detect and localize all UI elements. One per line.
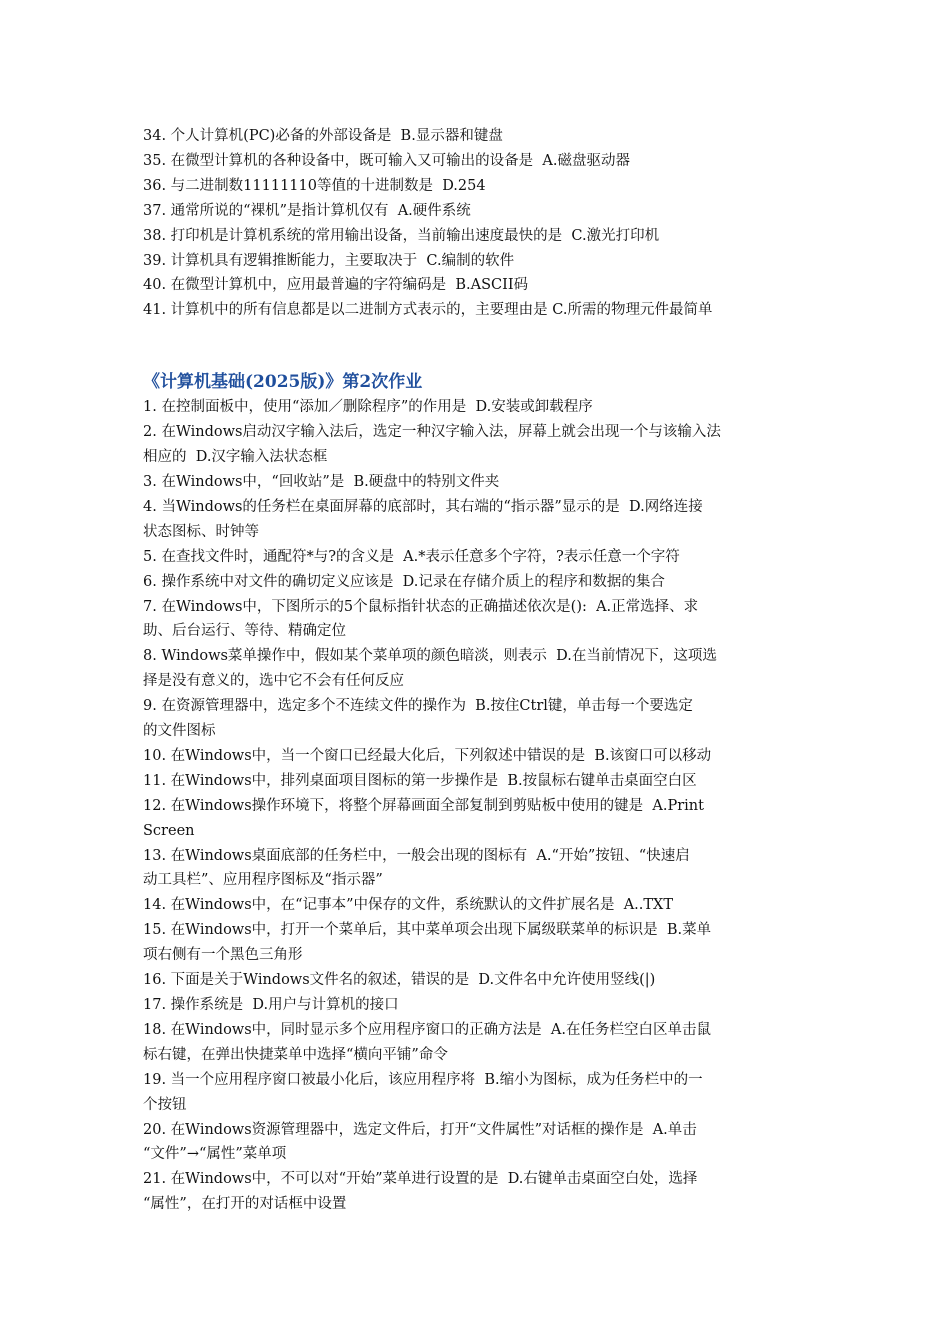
question-35: 35. 在微型计算机的各种设备中，既可输入又可输出的设备是 A.磁盘驱动器 — [143, 152, 630, 169]
question-12-cont: Screen — [143, 822, 195, 839]
question-19: 19. 当一个应用程序窗口被最小化后，该应用程序将 B.缩小为图标，成为任务栏中的一 — [143, 1071, 703, 1088]
question-21: 21. 在Windows中，不可以对“开始”菜单进行设置的是 D.右键单击桌面空白处，选择 — [143, 1171, 698, 1188]
question-13-cont: 动工具栏”、应用程序图标及“指示器” — [143, 872, 383, 889]
question-18: 18. 在Windows中，同时显示多个应用程序窗口的正确方法是 A.在任务栏空白区单击鼠 — [143, 1021, 711, 1038]
question-1: 1. 在控制面板中，使用“添加／删除程序”的作用是 D.安装或卸载程序 — [143, 399, 593, 416]
question-4-cont: 状态图标、时钟等 — [143, 523, 259, 540]
question-9: 9. 在资源管理器中，选定多个不连续文件的操作为 B.按住Ctrl键，单击每一个要选定 — [143, 698, 693, 715]
question-40: 40. 在微型计算机中，应用最普遍的字符编码是 B.ASCII码 — [143, 277, 529, 294]
question-19-cont: 个按钮 — [143, 1096, 187, 1113]
question-5: 5. 在查找文件时，通配符*与?的含义是 A.*表示任意多个字符，?表示任意一个字符 — [143, 548, 680, 565]
question-list-part2 — [143, 395, 811, 1217]
question-list-part1 — [143, 124, 811, 323]
question-34: 34. 个人计算机(PC)必备的外部设备是 B.显示器和键盘 — [143, 128, 503, 144]
question-3: 3. 在Windows中，“回收站”是 B.硬盘中的特别文件夹 — [143, 473, 500, 490]
question-8-cont: 择是没有意义的，选中它不会有任何反应 — [143, 673, 404, 690]
question-16: 16. 下面是关于Windows文件名的叙述，错误的是 D.文件名中允许使用竖线(|) — [143, 972, 656, 989]
question-12: 12. 在Windows操作环境下，将整个屏幕画面全部复制到剪贴板中使用的键是 A.Print — [143, 797, 704, 814]
question-6: 6. 操作系统中对文件的确切定义应该是 D.记录在存储介质上的程序和数据的集合 — [143, 573, 665, 590]
question-4: 4. 当Windows的任务栏在桌面屏幕的底部时，其右端的“指示器”显示的是 D.网络连接 — [143, 498, 703, 515]
question-9-cont: 的文件图标 — [143, 723, 216, 740]
question-38: 38. 打印机是计算机系统的常用输出设备，当前输出速度最快的是 C.激光打印机 — [143, 227, 660, 244]
question-7: 7. 在Windows中，下图所示的5个鼠标指针状态的正确描述依次是(): A.正常选择、求 — [143, 598, 699, 615]
question-20: 20. 在Windows资源管理器中，选定文件后，打开“文件属性”对话框的操作是 A.单击 — [143, 1121, 697, 1138]
document-page — [143, 124, 811, 1217]
section-spacer — [143, 323, 811, 369]
question-2-cont: 相应的 D.汉字输入法状态框 — [143, 449, 328, 466]
question-7-cont: 助、后台运行、等待、精确定位 — [143, 623, 346, 640]
question-39: 39. 计算机具有逻辑推断能力，主要取决于 C.编制的软件 — [143, 252, 515, 269]
question-18-cont: 标右键，在弹出快捷菜单中选择“横向平铺”命令 — [143, 1046, 448, 1063]
question-21-cont: “属性”，在打开的对话框中设置 — [143, 1196, 347, 1213]
question-8: 8. Windows菜单操作中，假如某个菜单项的颜色暗淡，则表示 D.在当前情况下，这项选 — [143, 648, 717, 665]
question-15-cont: 项右侧有一个黑色三角形 — [143, 947, 303, 964]
question-2: 2. 在Windows启动汉字输入法后，选定一种汉字输入法，屏幕上就会出现一个与该输入法 — [143, 424, 721, 441]
question-13: 13. 在Windows桌面底部的任务栏中，一般会出现的图标有 A.“开始”按钮、“快速启 — [143, 847, 690, 864]
section-title: 《计算机基础(2025版)》第2次作业 — [143, 372, 423, 393]
question-37: 37. 通常所说的“裸机”是指计算机仅有 A.硬件系统 — [143, 202, 471, 219]
question-17: 17. 操作系统是 D.用户与计算机的接口 — [143, 997, 399, 1013]
question-36: 36. 与二进制数11111110等值的十进制数是 D.254 — [143, 177, 486, 194]
question-10: 10. 在Windows中，当一个窗口已经最大化后，下列叙述中错误的是 B.该窗口可以移动 — [143, 747, 712, 764]
question-11: 11. 在Windows中，排列桌面项目图标的第一步操作是 B.按鼠标右键单击桌面空白区 — [143, 772, 697, 789]
question-15: 15. 在Windows中，打开一个菜单后，其中菜单项会出现下属级联菜单的标识是 B.菜单 — [143, 922, 712, 939]
question-20-cont: “文件”→“属性”菜单项 — [143, 1146, 287, 1163]
question-41: 41. 计算机中的所有信息都是以二进制方式表示的，主要理由是 C.所需的物理元件最简单 — [143, 302, 713, 319]
question-14: 14. 在Windows中，在“记事本”中保存的文件，系统默认的文件扩展名是 A..TXT — [143, 897, 674, 914]
